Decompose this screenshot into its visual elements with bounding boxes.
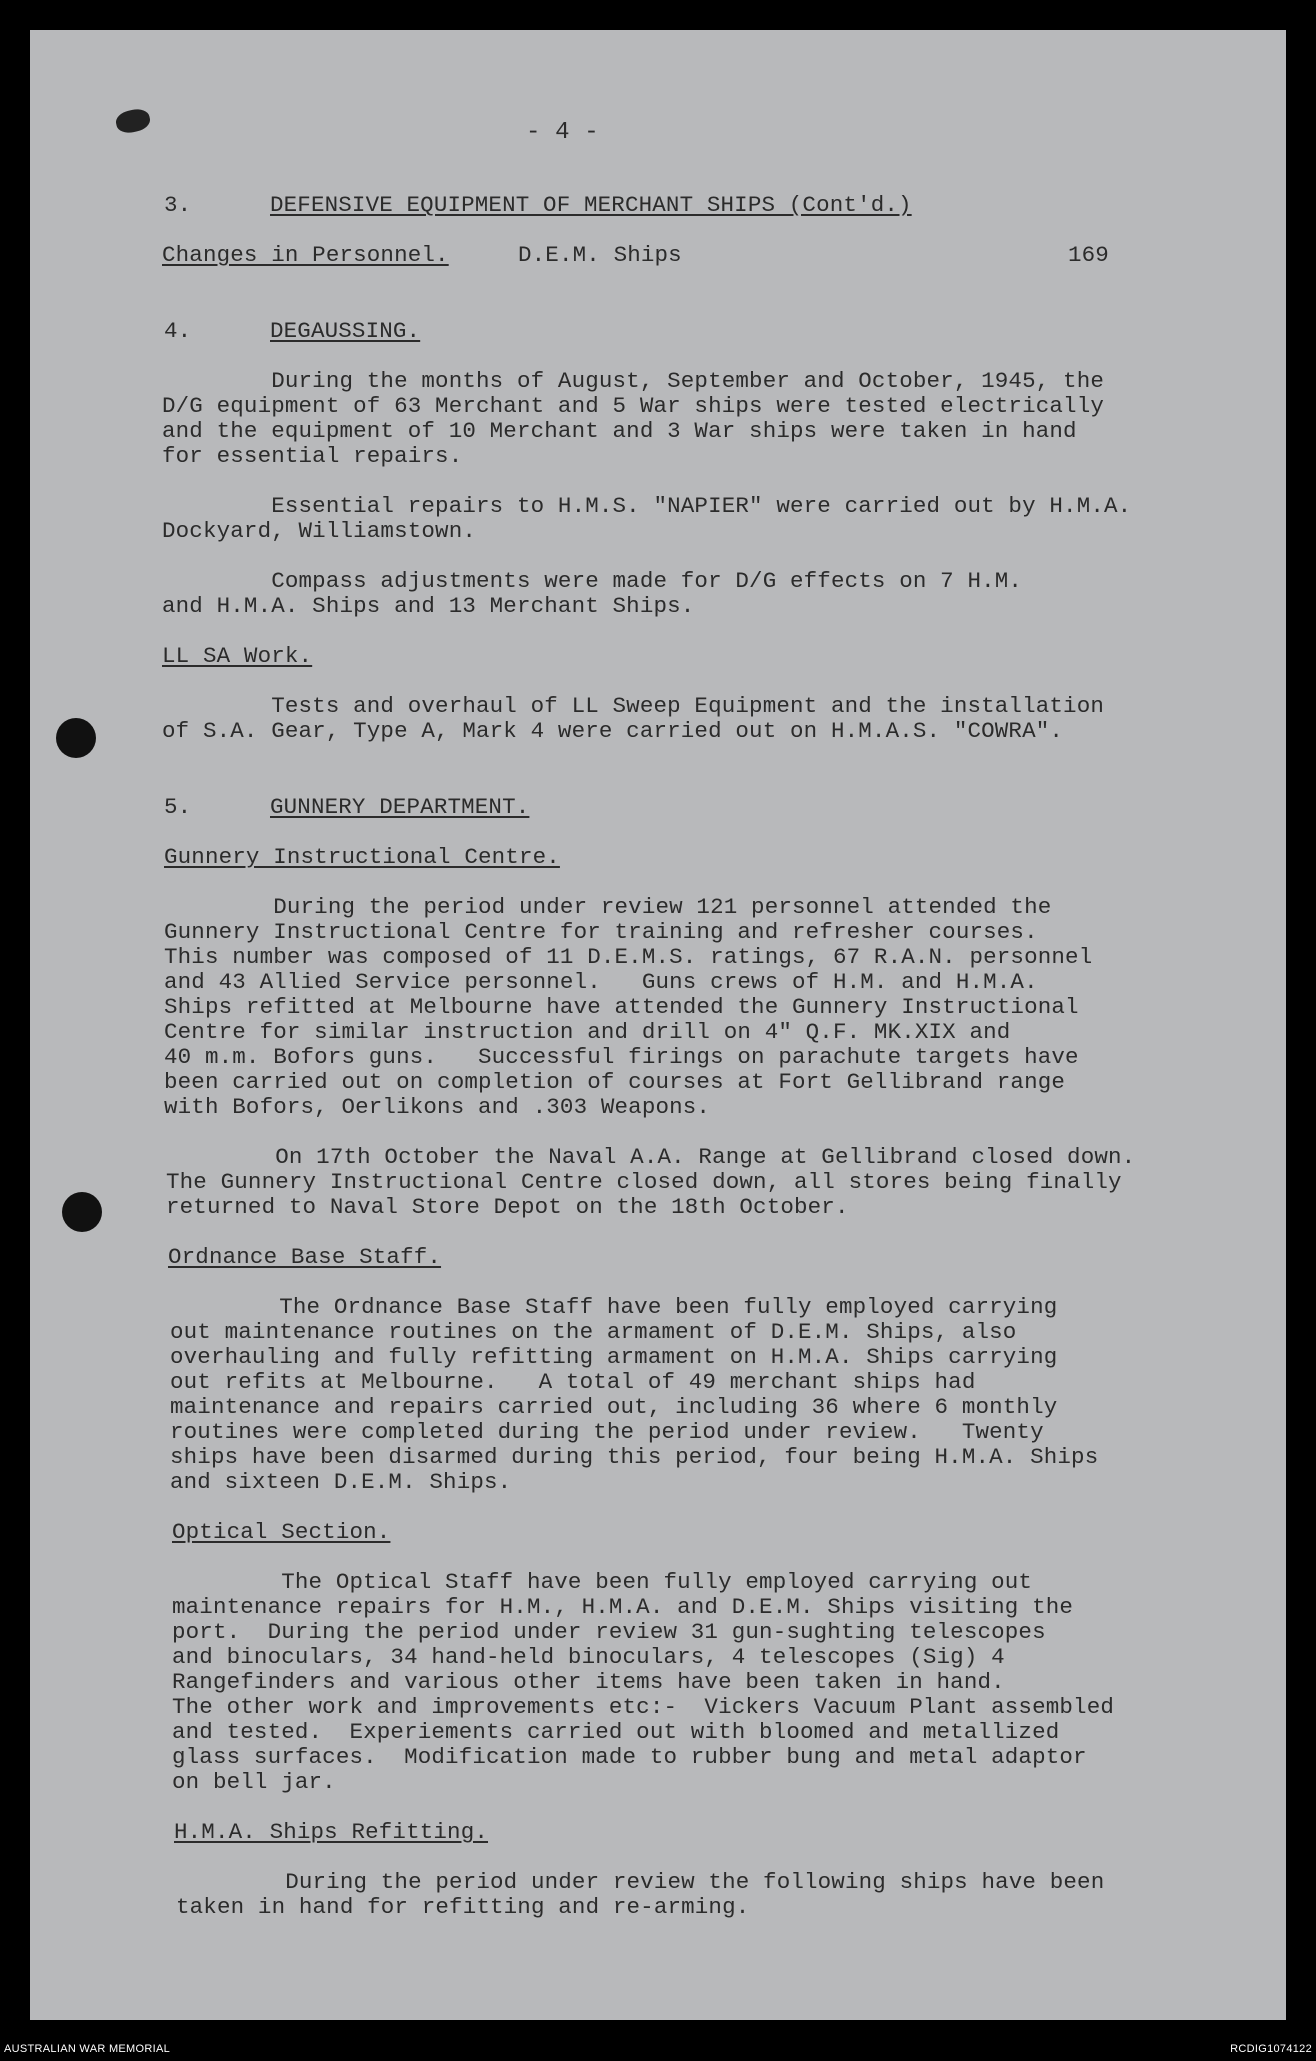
- section-3-number: 3.: [164, 192, 192, 218]
- text-line: The Optical Staff have been fully employed carrying out: [172, 1569, 1033, 1595]
- optical-section-heading: Optical Section.: [172, 1519, 391, 1545]
- text-line: glass surfaces. Modification made to rubber bung and metal adaptor: [172, 1744, 1087, 1770]
- punch-hole-upper: [56, 718, 96, 758]
- text-line: out refits at Melbourne. A total of 49 merchant ships had: [170, 1369, 976, 1395]
- text-line: and sixteen D.E.M. Ships.: [170, 1469, 512, 1495]
- document-page: [30, 30, 1286, 2020]
- page-number: - 4 -: [526, 119, 599, 146]
- text-line: of S.A. Gear, Type A, Mark 4 were carried out on H.M.A.S. "COWRA".: [162, 718, 1064, 744]
- text-line: During the period under review the following ships have been: [176, 1869, 1105, 1895]
- text-line: port. During the period under review 31 gun-sughting telescopes: [172, 1619, 1046, 1645]
- text-line: and binoculars, 34 hand-held binoculars, 4 telescopes (Sig) 4: [172, 1644, 1005, 1670]
- text-line: and H.M.A. Ships and 13 Merchant Ships.: [162, 593, 695, 619]
- text-line: overhauling and fully refitting armament on H.M.A. Ships carrying: [170, 1344, 1058, 1370]
- section-5-title: GUNNERY DEPARTMENT.: [270, 794, 530, 820]
- text-line: for essential repairs.: [162, 443, 463, 469]
- text-line: taken in hand for refitting and re-arming.: [176, 1894, 750, 1920]
- hma-ships-refitting-heading: H.M.A. Ships Refitting.: [174, 1819, 489, 1845]
- text-line: out maintenance routines on the armament of D.E.M. Ships, also: [170, 1319, 1017, 1345]
- text-line: on bell jar.: [172, 1769, 336, 1795]
- punch-hole-lower: [62, 1192, 102, 1232]
- changes-in-personnel-value: 169: [1068, 242, 1109, 268]
- text-line: Tests and overhaul of LL Sweep Equipment and the installation: [162, 693, 1105, 719]
- text-line: D/G equipment of 63 Merchant and 5 War ships were tested electrically: [162, 393, 1105, 419]
- text-line: ships have been disarmed during this period, four being H.M.A. Ships: [170, 1444, 1099, 1470]
- text-line: Essential repairs to H.M.S. "NAPIER" were carried out by H.M.A.: [162, 493, 1132, 519]
- text-line: Gunnery Instructional Centre for training and refresher courses.: [164, 919, 1038, 945]
- section-4-number: 4.: [164, 318, 192, 344]
- changes-in-personnel-text: D.E.M. Ships: [518, 242, 682, 268]
- text-line: routines were completed during the period under review. Twenty: [170, 1419, 1044, 1445]
- footer-source: AUSTRALIAN WAR MEMORIAL: [4, 2043, 171, 2055]
- text-line: and tested. Experiements carried out with bloomed and metallized: [172, 1719, 1060, 1745]
- llsa-work-heading: LL SA Work.: [162, 643, 313, 669]
- text-line: maintenance repairs for H.M., H.M.A. and D.E.M. Ships visiting the: [172, 1594, 1074, 1620]
- text-line: Rangefinders and various other items have been taken in hand.: [172, 1669, 1005, 1695]
- section-3-title: DEFENSIVE EQUIPMENT OF MERCHANT SHIPS (Cont'd.): [270, 192, 912, 218]
- text-line: with Bofors, Oerlikons and .303 Weapons.: [164, 1094, 711, 1120]
- text-line: This number was composed of 11 D.E.M.S. ratings, 67 R.A.N. personnel: [164, 944, 1093, 970]
- ordnance-base-staff-heading: Ordnance Base Staff.: [168, 1244, 442, 1270]
- text-line: During the months of August, September and October, 1945, the: [162, 368, 1105, 394]
- text-line: 40 m.m. Bofors guns. Successful firings on parachute targets have: [164, 1044, 1079, 1070]
- text-line: and the equipment of 10 Merchant and 3 War ships were taken in hand: [162, 418, 1077, 444]
- footer-id: RCDIG1074122: [1230, 2043, 1312, 2055]
- changes-in-personnel-label: Changes in Personnel.: [162, 242, 449, 268]
- text-line: On 17th October the Naval A.A. Range at Gellibrand closed down.: [166, 1144, 1136, 1170]
- text-line: The Ordnance Base Staff have been fully employed carrying: [170, 1294, 1058, 1320]
- text-line: and 43 Allied Service personnel. Guns crews of H.M. and H.M.A.: [164, 969, 1038, 995]
- section-5-number: 5.: [164, 794, 192, 820]
- text-line: Ships refitted at Melbourne have attended the Gunnery Instructional: [164, 994, 1079, 1020]
- text-line: During the period under review 121 personnel attended the: [164, 894, 1052, 920]
- text-line: The other work and improvements etc:- Vickers Vacuum Plant assembled: [172, 1694, 1115, 1720]
- section-4-title: DEGAUSSING.: [270, 318, 421, 344]
- text-line: returned to Naval Store Depot on the 18th October.: [166, 1194, 849, 1220]
- text-line: The Gunnery Instructional Centre closed down, all stores being finally: [166, 1169, 1122, 1195]
- text-line: Centre for similar instruction and drill on 4" Q.F. MK.XIX and: [164, 1019, 1011, 1045]
- text-line: been carried out on completion of courses at Fort Gellibrand range: [164, 1069, 1066, 1095]
- text-line: Dockyard, Williamstown.: [162, 518, 477, 544]
- text-line: Compass adjustments were made for D/G effects on 7 H.M.: [162, 568, 1023, 594]
- gunnery-instructional-centre-heading: Gunnery Instructional Centre.: [164, 844, 560, 870]
- text-line: maintenance and repairs carried out, including 36 where 6 monthly: [170, 1394, 1058, 1420]
- ink-blot: [114, 107, 152, 136]
